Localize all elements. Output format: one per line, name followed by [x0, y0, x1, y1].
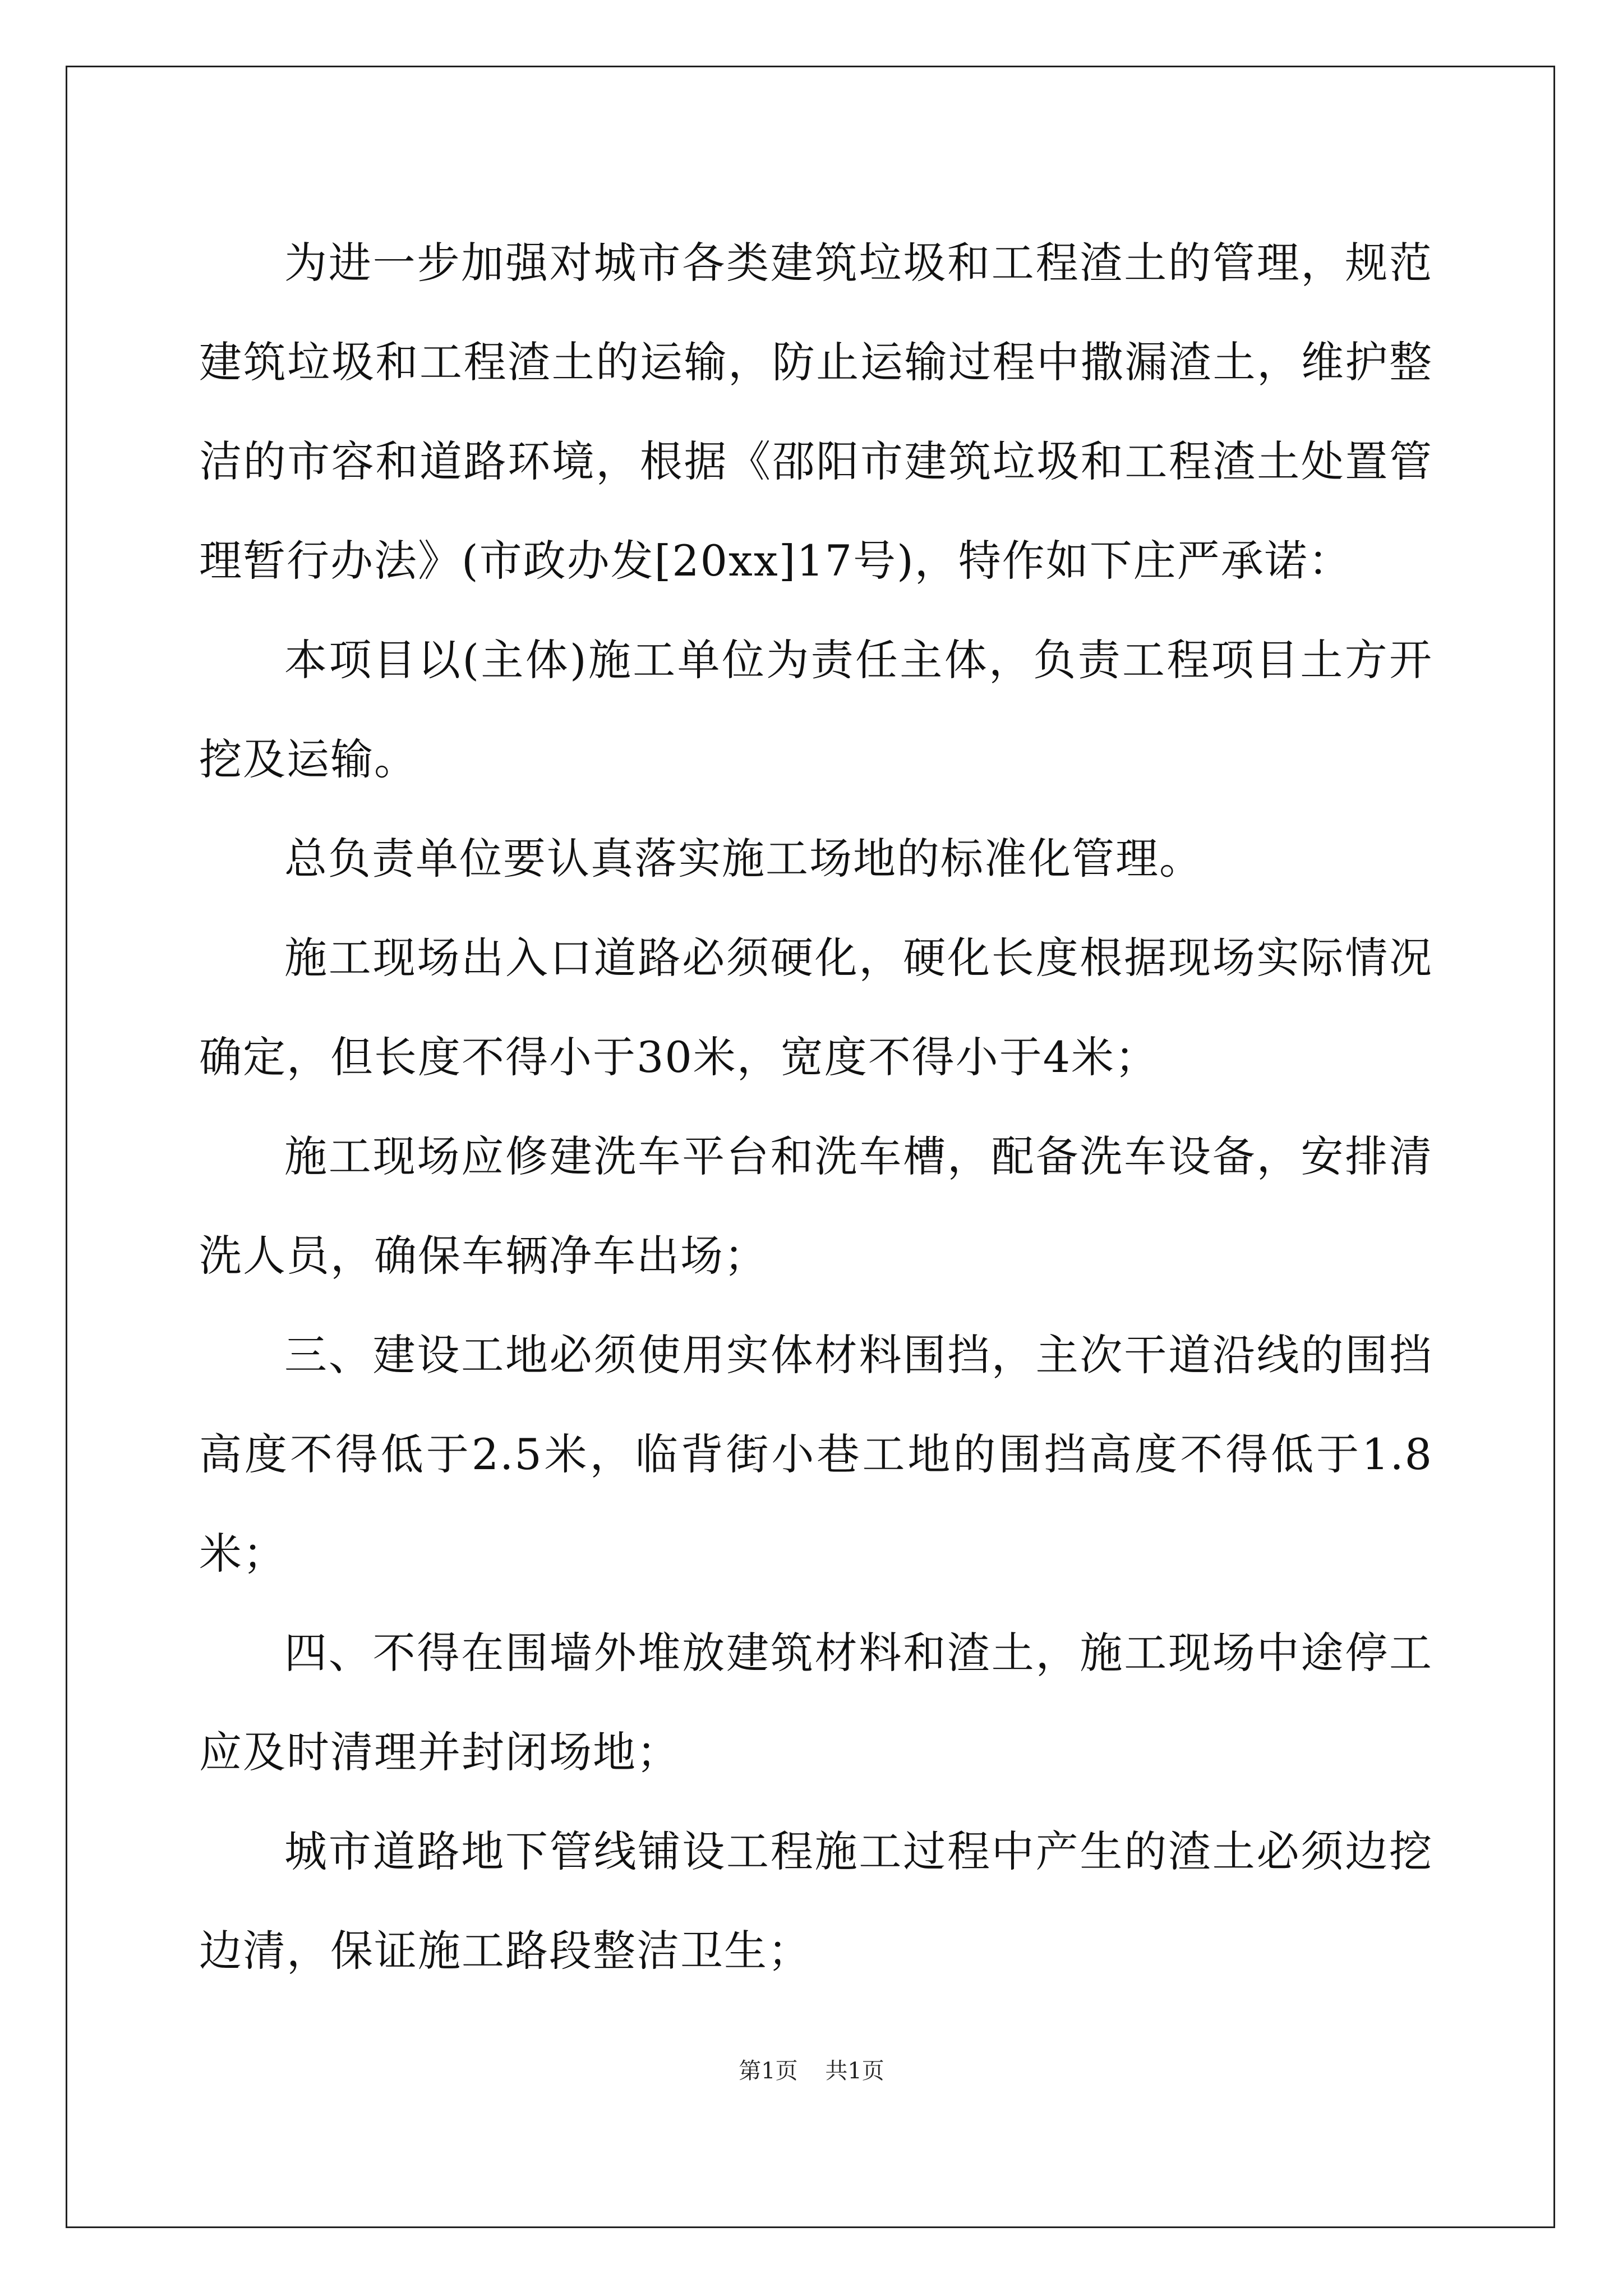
page-footer	[0, 2053, 1623, 2085]
document-body	[199, 213, 1433, 2000]
paragraph-7: 四、不得在围墙外堆放建筑材料和渣土，施工现场中途停工应及时清理并封闭场地；	[199, 1628, 1433, 1777]
paragraph-5: 施工现场应修建洗车平台和洗车槽，配备洗车设备，安排清洗人员，确保车辆净车出场；	[199, 1131, 1433, 1281]
paragraph-4: 施工现场出入口道路必须硬化，硬化长度根据现场实际情况确定，但长度不得小于30米，宽度不得小于4米；	[199, 933, 1433, 1082]
paragraph-6: 三、建设工地必须使用实体材料围挡，主次干道沿线的围挡高度不得低于2.5米，临背街小巷工地的围挡高度不得低于1.8米；	[199, 1330, 1433, 1579]
paragraph-1: 为进一步加强对城市各类建筑垃圾和工程渣土的管理，规范建筑垃圾和工程渣土的运输，防止运输过程中撒漏渣土，维护整洁的市容和道路环境，根据《邵阳市建筑垃圾和工程渣土处置管理暂行办法》(市政办发[20xx]17号)，特作如下庄严承诺：	[199, 238, 1433, 586]
page-total: 共1页	[825, 2058, 884, 2084]
paragraph-3: 总负责单位要认真落实施工场地的标准化管理。	[284, 834, 1203, 884]
paragraph-8: 城市道路地下管线铺设工程施工过程中产生的渣土必须边挖边清，保证施工路段整洁卫生；	[199, 1826, 1433, 1976]
page-number: 第1页	[739, 2058, 798, 2084]
paragraph-2: 本项目以(主体)施工单位为责任主体，负责工程项目土方开挖及运输。	[199, 635, 1433, 784]
